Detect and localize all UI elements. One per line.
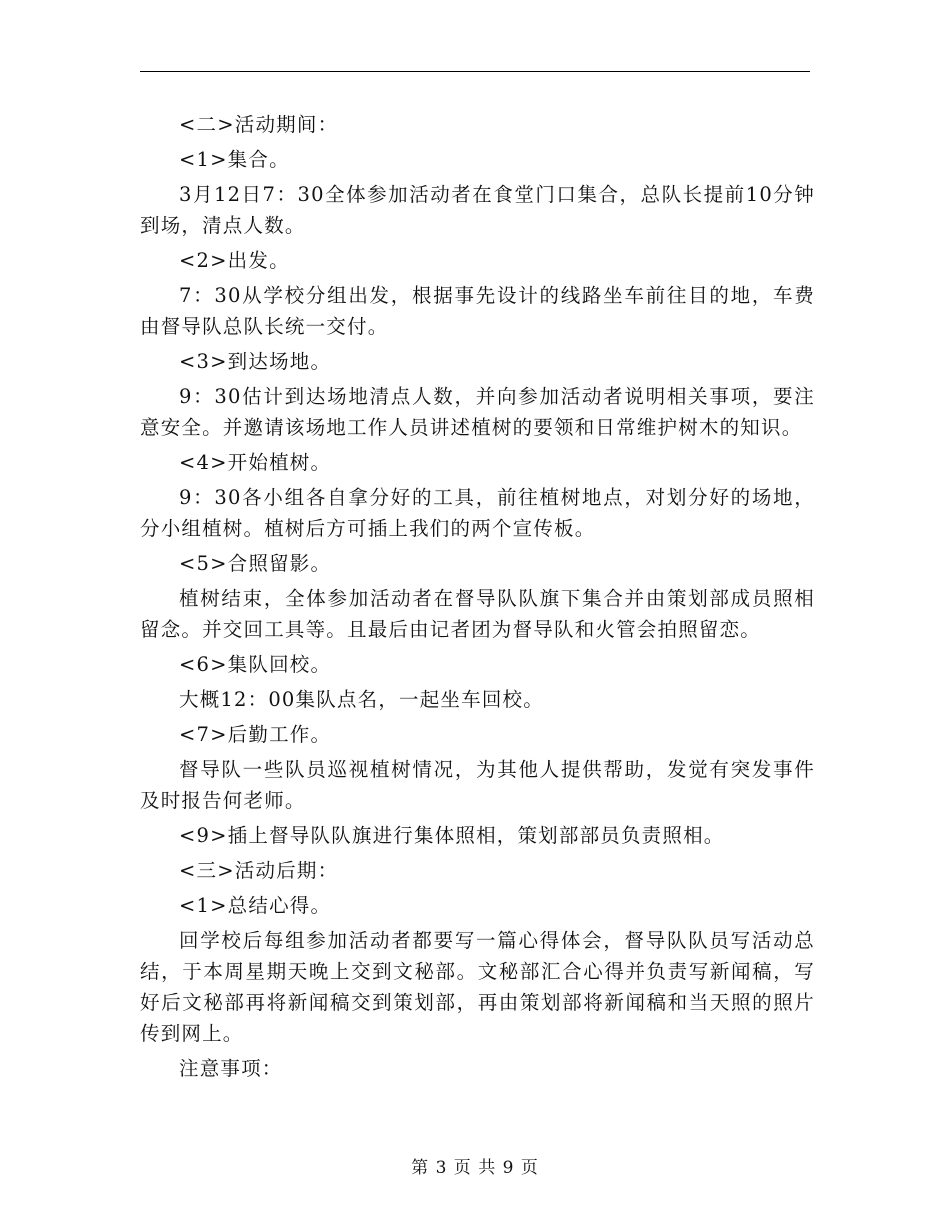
header-rule [140, 71, 810, 72]
paragraph: 7：30从学校分组出发，根据事先设计的线路坐车前往目的地，车费由督导队总队长统一交付。 [140, 284, 815, 338]
paragraph: <6>集队回校。 [179, 653, 332, 676]
paragraph: 督导队一些队员巡视植树情况，为其他人提供帮助，发觉有突发事件及时报告何老师。 [140, 758, 815, 812]
page-footer [0, 1153, 950, 1178]
paragraph: 9：30估计到达场地清点人数，并向参加活动者说明相关事项，要注意安全。并邀请该场地工作人员讲述植树的要领和日常维护树木的知识。 [140, 385, 815, 439]
footer-middle: 页 共 [453, 1158, 497, 1178]
paragraph: <9>插上督导队队旗进行集体照相，策划部部员负责照相。 [179, 824, 725, 847]
paragraph: <1>总结心得。 [179, 894, 332, 917]
paragraph: <3>到达场地。 [179, 350, 332, 373]
paragraph: <二>活动期间： [179, 113, 339, 136]
paragraph: 植树结束，全体参加活动者在督导队队旗下集合并由策划部成员照相留念。并交回工具等。且最后由记者团为督导队和火管会拍照留恋。 [140, 587, 815, 641]
paragraph: <5>合照留影。 [179, 552, 332, 575]
paragraph: <1>集合。 [179, 148, 290, 171]
current-page-number: 3 [435, 1158, 448, 1178]
total-pages-number: 9 [502, 1158, 515, 1178]
paragraph: <2>出发。 [179, 249, 290, 272]
paragraph: 9：30各小组各自拿分好的工具，前往植树地点，对划分好的场地，分小组植树。植树后方可插上我们的两个宣传板。 [140, 486, 815, 540]
paragraph: <三>活动后期： [179, 859, 339, 882]
paragraph: 大概12：00集队点名，一起坐车回校。 [179, 688, 544, 711]
paragraph: <4>开始植树。 [179, 451, 332, 474]
footer-suffix: 页 [520, 1158, 539, 1178]
footer-prefix: 第 [411, 1158, 430, 1178]
document-body [140, 109, 815, 1088]
paragraph: <7>后勤工作。 [179, 723, 332, 746]
paragraph: 注意事项： [179, 1057, 283, 1080]
paragraph: 3月12日7：30全体参加活动者在食堂门口集合，总队长提前10分钟到场，清点人数。 [140, 183, 815, 237]
paragraph: 回学校后每组参加活动者都要写一篇心得体会，督导队队员写活动总结，于本周星期天晚上交到文秘部。文秘部汇合心得并负责写新闻稿，写好后文秘部再将新闻稿交到策划部，再由策划部将新闻稿和当天照的照片传到网上。 [140, 929, 815, 1045]
